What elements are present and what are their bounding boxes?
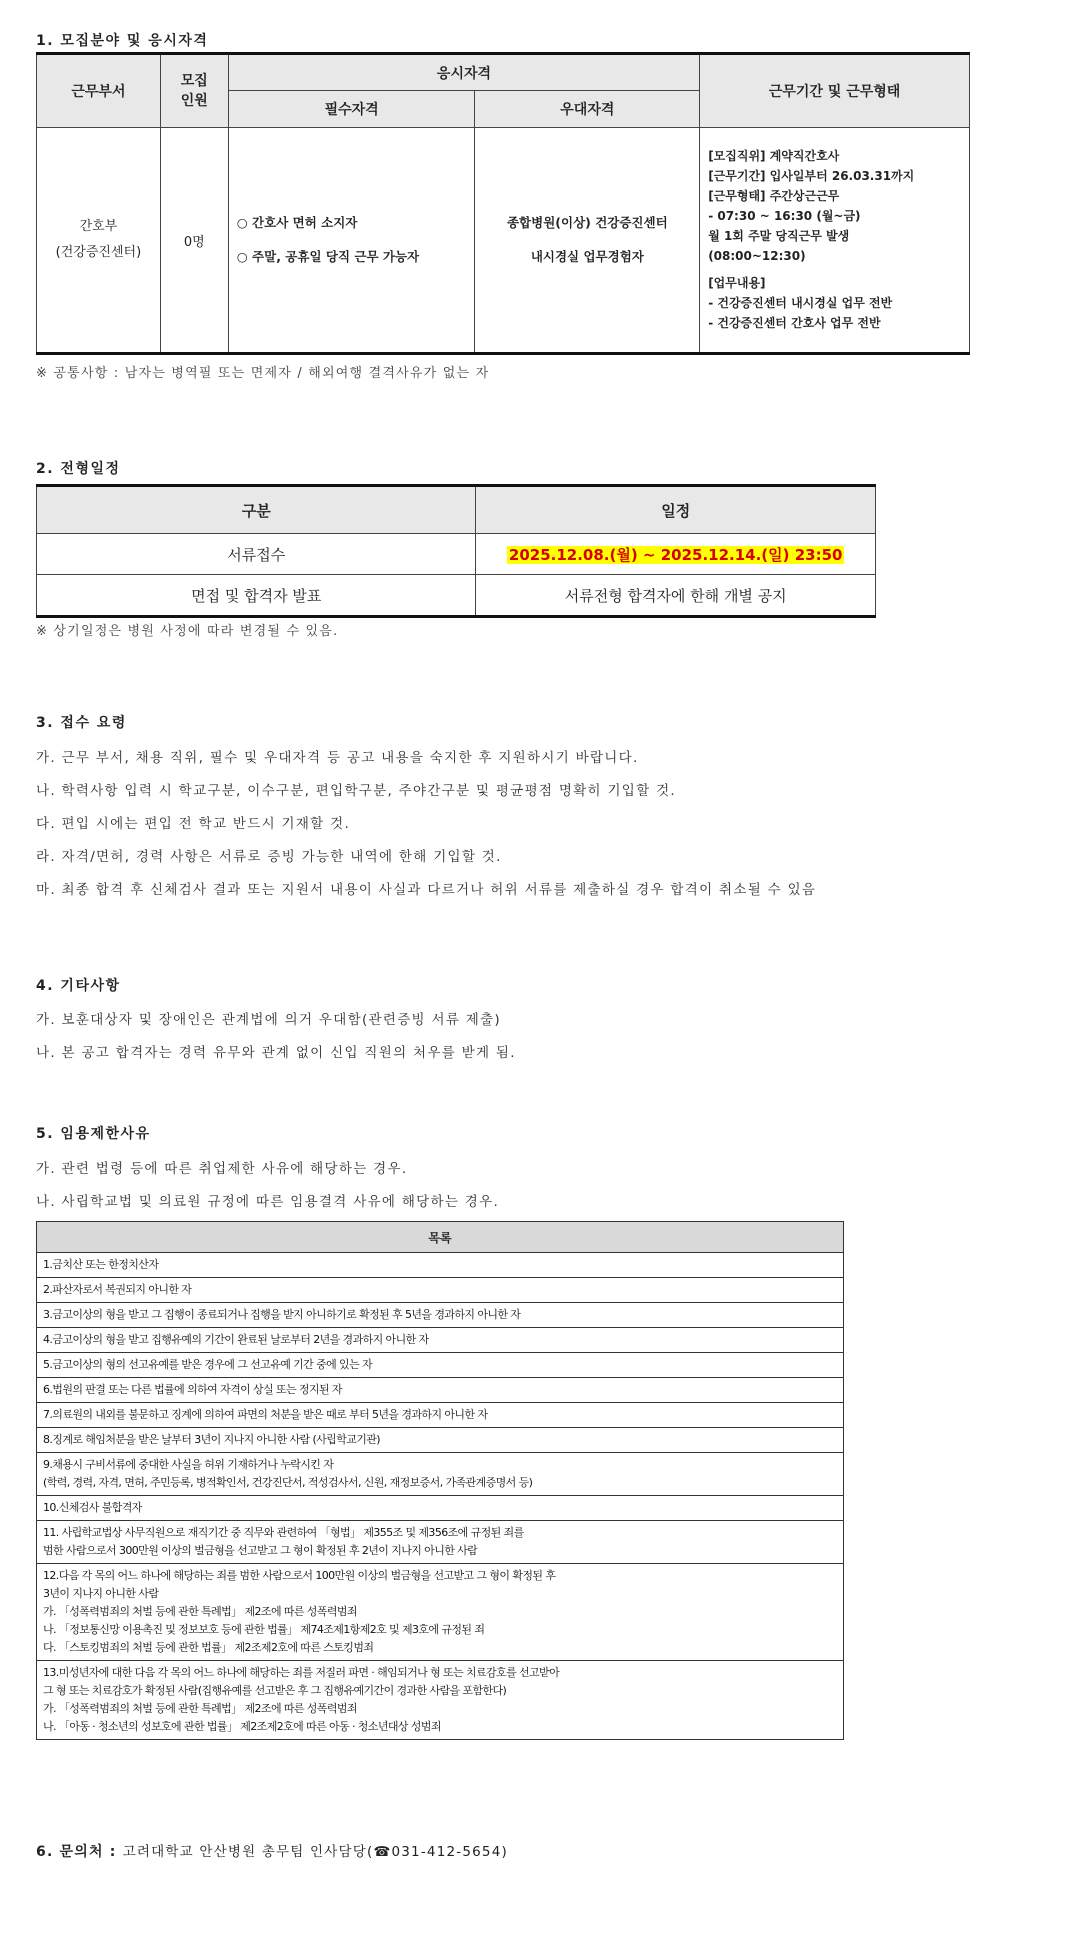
- table-row: [37, 1403, 844, 1428]
- table-row: [37, 1378, 844, 1403]
- section-2-title: 2. 전형일정: [36, 461, 121, 477]
- schedule-row-2-label: 면접 및 합격자 발표: [37, 575, 476, 617]
- required-cell: [228, 128, 475, 354]
- duty-line: - 건강증진센터 간호사 업무 전반: [708, 316, 881, 330]
- section-3-item: 다. 편입 시에는 편입 전 학교 반드시 기재할 것.: [36, 816, 351, 832]
- row-text: 나. 「정보통신망 이용촉진 및 정보보호 등에 관한 법률」 제74조제1항제2호 및 제3호에 규정된 죄: [43, 1623, 485, 1636]
- preferred-line-1: 종합병원(이상) 건강증진센터: [506, 215, 668, 230]
- section-3-title: 3. 접수 요령: [36, 715, 127, 731]
- table-row: [37, 1303, 844, 1328]
- period-line: [근무형태] 주간상근근무: [708, 189, 840, 203]
- section-6: [36, 1840, 508, 1861]
- header-dept: 근무부서: [37, 54, 161, 128]
- highlighted-date-range: 2025.12.08.(월) ~ 2025.12.14.(일) 23:50: [508, 545, 843, 564]
- row-text: 가. 「성폭력범죄의 처벌 등에 관한 특례법」 제2조에 따른 성폭력범죄: [43, 1702, 357, 1715]
- section-5-item: 가. 관련 법령 등에 따른 취업제한 사유에 해당하는 경우.: [36, 1161, 408, 1177]
- dept-sub: (건강증진센터): [55, 245, 142, 260]
- schedule-row-1-label: 서류접수: [37, 534, 476, 575]
- count-cell: 0명: [160, 128, 228, 354]
- row-text: (학력, 경력, 자격, 면허, 주민등록, 병적확인서, 건강진단서, 적성검사서, 신원, 재정보증서, 가족관계증명서 등): [43, 1476, 533, 1489]
- row-text: 11. 사립학교법상 사무직원으로 재직기간 중 직무와 관련하여 「형법」 제355조 및 제356조에 규정된 죄를: [43, 1526, 524, 1539]
- row-text: 2.파산자로서 복권되지 아니한 자: [43, 1283, 192, 1296]
- header-required: 필수자격: [228, 91, 475, 128]
- required-item-2: ○ 주말, 공휴일 당직 근무 가능자: [236, 249, 420, 264]
- table-row: [37, 1328, 844, 1353]
- recruitment-table: [36, 52, 970, 355]
- row-text: 12.다음 각 목의 어느 하나에 해당하는 죄를 범한 사람으로서 100만원 이상의 벌금형을 선고받고 그 형이 확정된 후: [43, 1569, 556, 1582]
- preferred-line-2: 내시경실 업무경험자: [530, 249, 644, 264]
- section-3-item: 라. 자격/면허, 경력 사항은 서류로 증빙 가능한 내역에 한해 기입할 것.: [36, 849, 502, 865]
- row-text: 6.법원의 판결 또는 다른 법률에 의하여 자격이 상실 또는 정지된 자: [43, 1383, 342, 1396]
- header-preferred: 우대자격: [475, 91, 700, 128]
- header-count: 모집 인원: [160, 54, 228, 128]
- section-4-item: 나. 본 공고 합격자는 경력 유무와 관계 없이 신입 직원의 처우를 받게 됨.: [36, 1045, 516, 1061]
- row-text: 9.채용시 구비서류에 중대한 사실을 허위 기재하거나 누락시킨 자: [43, 1458, 334, 1471]
- header-schedule: 일정: [476, 486, 876, 534]
- period-cell: [700, 128, 970, 354]
- table-row: [37, 1521, 844, 1564]
- period-line: [근무기간] 입사일부터 26.03.31까지: [708, 169, 915, 183]
- table-row: [37, 1428, 844, 1453]
- table-row: [37, 1353, 844, 1378]
- dept-cell: [37, 128, 161, 354]
- period-line: - 07:30 ~ 16:30 (월~금): [708, 209, 861, 223]
- row-text: 3년이 지나지 아니한 사람: [43, 1587, 159, 1600]
- table-row: [37, 1564, 844, 1661]
- row-text: 7.의료원의 내외를 불문하고 징계에 의하여 파면의 처분을 받은 때로 부터 5년을 경과하지 아니한 자: [43, 1408, 488, 1421]
- required-item-1: ○ 간호사 면허 소지자: [236, 215, 358, 230]
- table-row: [37, 1496, 844, 1521]
- section-1-title: 1. 모집분야 및 응시자격: [36, 33, 209, 49]
- row-text: 10.신체검사 불합격자: [43, 1501, 142, 1514]
- disqualification-table: [36, 1221, 844, 1740]
- schedule-row-2-value: 서류전형 합격자에 한해 개별 공지: [476, 575, 876, 617]
- section-5-title: 5. 임용제한사유: [36, 1126, 151, 1142]
- row-text: 다. 「스토킹범죄의 처벌 등에 관한 법률」 제2조제2호에 따른 스토킹범죄: [43, 1641, 374, 1654]
- table-row: [37, 1253, 844, 1278]
- duty-line: - 건강증진센터 내시경실 업무 전반: [708, 296, 893, 310]
- period-line: [모집직위] 계약직간호사: [708, 149, 840, 163]
- row-text: 가. 「성폭력범죄의 처벌 등에 관한 특례법」 제2조에 따른 성폭력범죄: [43, 1605, 357, 1618]
- header-period: 근무기간 및 근무형태: [700, 54, 970, 128]
- section-3-item: 나. 학력사항 입력 시 학교구분, 이수구분, 편입학구분, 주야간구분 및 평균평점 명확히 기입할 것.: [36, 783, 677, 799]
- period-line: (08:00~12:30): [708, 249, 806, 263]
- row-text: 그 형 또는 치료감호가 확정된 사람(집행유예를 선고받은 후 그 집행유예기간이 경과한 사람을 포함한다): [43, 1684, 507, 1697]
- table-row: [37, 1453, 844, 1496]
- contact-label: 6. 문의처 :: [36, 1844, 117, 1860]
- schedule-row-1-value: [476, 534, 876, 575]
- row-text: 3.금고이상의 형을 받고 그 집행이 종료되거나 집행을 받지 아니하기로 확정된 후 5년을 경과하지 아니한 자: [43, 1308, 521, 1321]
- table-row: [37, 1661, 844, 1740]
- row-text: 4.금고이상의 형을 받고 집행유예의 기간이 완료된 날로부터 2년을 경과하지 아니한 자: [43, 1333, 429, 1346]
- section-4-title: 4. 기타사항: [36, 978, 121, 994]
- dept-name: 간호부: [79, 219, 118, 234]
- row-text: 범한 사람으로서 300만원 이상의 벌금형을 선고받고 그 형이 확정된 후 2년이 지나지 아니한 사람: [43, 1544, 478, 1557]
- section-4-item: 가. 보훈대상자 및 장애인은 관계법에 의거 우대함(관련증빙 서류 제출): [36, 1012, 502, 1028]
- section-1-note: ※ 공통사항 : 남자는 병역필 또는 면제자 / 해외여행 결격사유가 없는 자: [36, 366, 490, 381]
- contact-text: 고려대학교 안산병원 총무팀 인사담당(☎031-412-5654): [122, 1844, 508, 1860]
- row-text: 8.징계로 해임처분을 받은 날부터 3년이 지나지 아니한 사람 (사립학교기관): [43, 1433, 381, 1446]
- preferred-cell: [475, 128, 700, 354]
- section-5-item: 나. 사립학교법 및 의료원 규정에 따른 임용결격 사유에 해당하는 경우.: [36, 1194, 500, 1210]
- row-text: 나. 「아동 · 청소년의 성보호에 관한 법률」 제2조제2호에 따른 아동 · 청소년대상 성범죄: [43, 1720, 441, 1733]
- table-row: [37, 1278, 844, 1303]
- schedule-table: [36, 484, 876, 618]
- section-3-item: 마. 최종 합격 후 신체검사 결과 또는 지원서 내용이 사실과 다르거나 허위 서류를 제출하실 경우 합격이 취소될 수 있음: [36, 882, 817, 898]
- disqualification-header: 목록: [37, 1222, 844, 1253]
- row-text: 13.미성년자에 대한 다음 각 목의 어느 하나에 해당하는 죄를 저질러 파면 · 해임되거나 형 또는 치료감호를 선고받아: [43, 1666, 560, 1679]
- header-qualification: 응시자격: [228, 54, 699, 91]
- header-category: 구분: [37, 486, 476, 534]
- row-text: 1.금치산 또는 한정치산자: [43, 1258, 159, 1271]
- period-line: 월 1회 주말 당직근무 발생: [708, 229, 850, 243]
- duty-line: [업무내용]: [708, 276, 766, 290]
- section-2-note: ※ 상기일정은 병원 사정에 따라 변경될 수 있음.: [36, 624, 339, 639]
- row-text: 5.금고이상의 형의 선고유예를 받은 경우에 그 선고유예 기간 중에 있는 자: [43, 1358, 373, 1371]
- section-3-item: 가. 근무 부서, 채용 직위, 필수 및 우대자격 등 공고 내용을 숙지한 후 지원하시기 바랍니다.: [36, 750, 639, 766]
